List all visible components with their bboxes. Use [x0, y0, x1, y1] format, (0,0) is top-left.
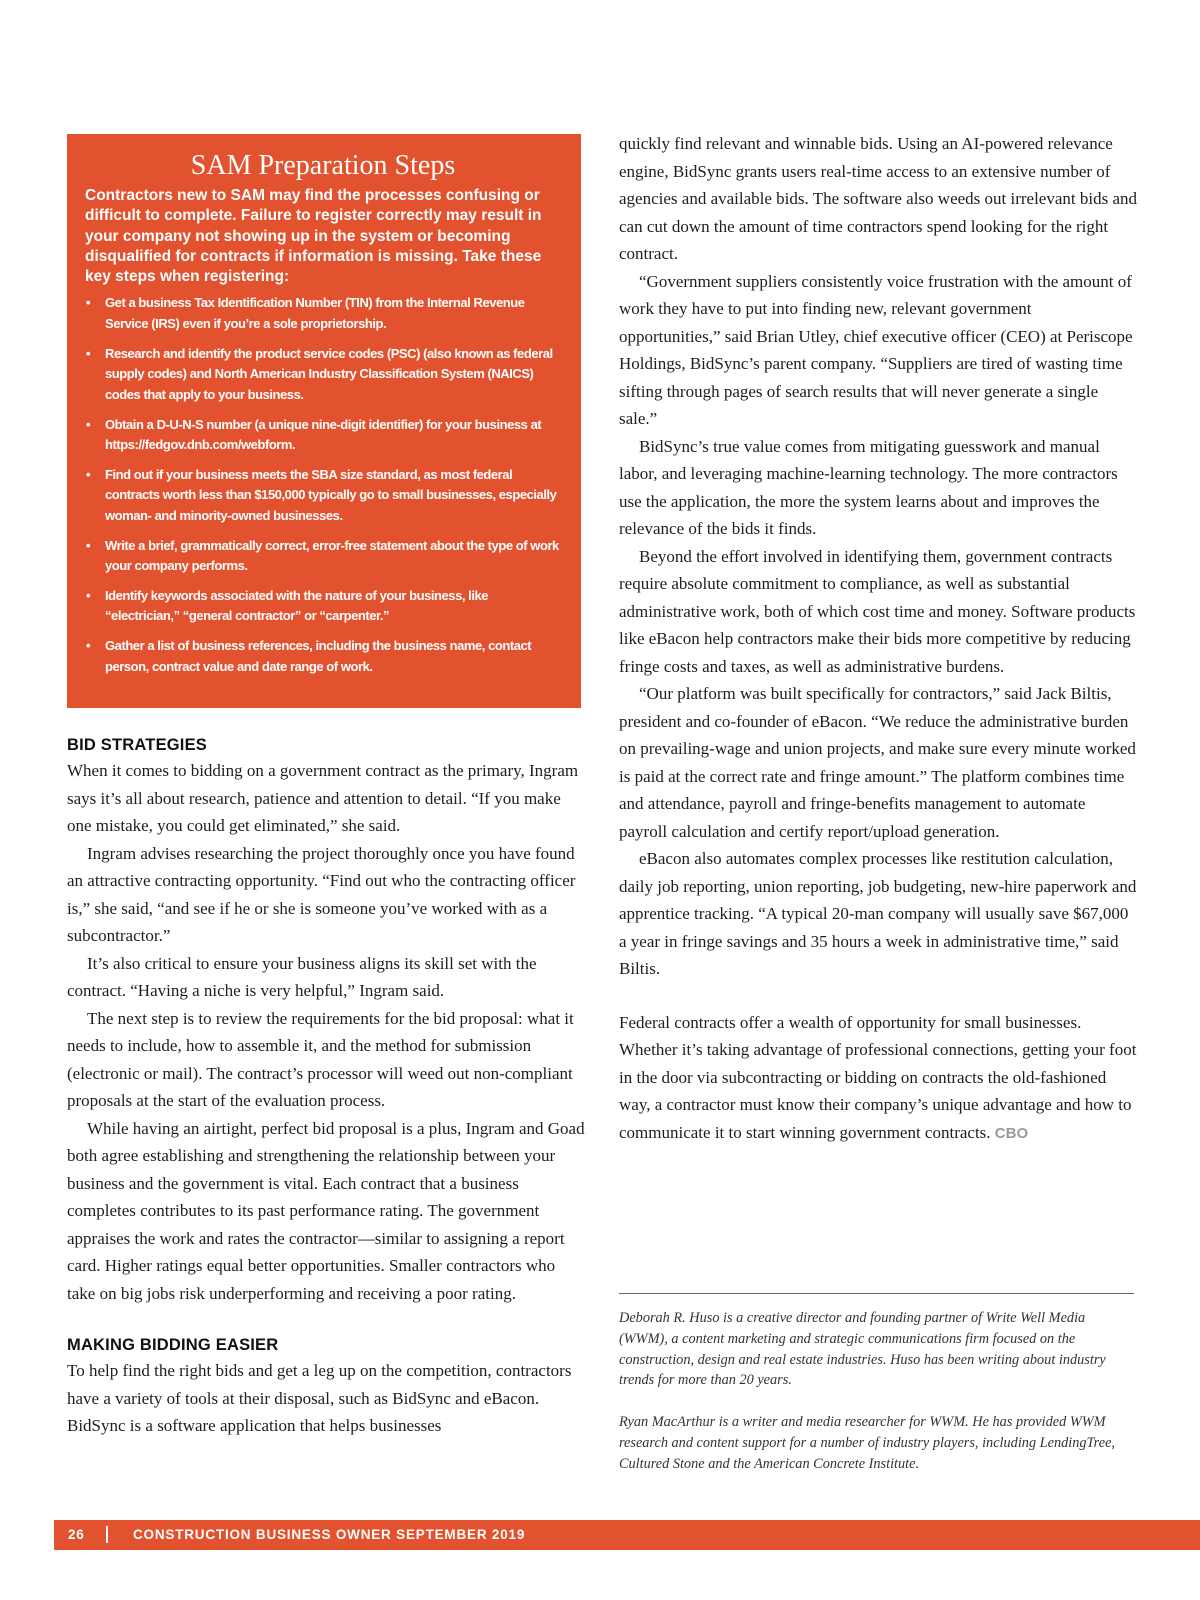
sidebar-title: SAM Preparation Steps — [190, 150, 456, 181]
sidebar-intro: Contractors new to SAM may find the processes confusing or difficult to complete. Failure to register correctly may result in your company not showing up in the system or becoming disqualified for contracts if information is missing. Take these key steps when registering: — [85, 187, 542, 286]
list-item — [86, 536, 561, 577]
list-item — [86, 636, 561, 677]
left-article-column — [67, 733, 585, 1440]
list-item — [86, 415, 561, 456]
list-item-text: Obtain a D-U-N-S number (a unique nine-digit identifier) for your business at https://fedgov.dnb.com/webform. — [105, 416, 542, 452]
making-bidding-easier-heading: MAKING BIDDING EASIER — [67, 1336, 279, 1354]
bullet-icon: • — [86, 295, 91, 311]
right-article-column — [619, 130, 1137, 1147]
article-paragraph: BidSync’s true value comes from mitigating guesswork and manual labor, and leveraging machine-learning technology. The more contractors use the application, the more the system learns about and improves the relevance of the bids it finds. — [619, 436, 1118, 538]
section-spacer — [67, 1307, 585, 1333]
article-paragraph: The next step is to review the requirements for the bid proposal: what it needs to include, how to assemble it, and the method for submission (electronic or mail). The contract’s processor will weed out non-compliant proposals at the start of the evaluation process. — [67, 1008, 574, 1110]
article-paragraph: To help find the right bids and get a leg up on the competition, contractors have a variety of tools at their disposal, such as BidSync and eBacon. BidSync is a software application that helps businesses — [67, 1361, 572, 1435]
bullet-icon: • — [86, 537, 91, 553]
bullet-icon: • — [86, 466, 91, 482]
publication-name: CONSTRUCTION BUSINESS OWNER SEPTEMBER 2019 — [133, 1527, 526, 1542]
end-mark: CBO — [994, 1124, 1029, 1142]
list-item-text: Find out if your business meets the SBA size standard, as most federal contracts worth less than $150,000 typically go to small businesses, especially woman- and minority-owned businesses. — [105, 466, 557, 523]
list-item-text: Write a brief, grammatically correct, error-free statement about the type of work your company performs. — [105, 537, 559, 573]
list-item — [86, 586, 561, 627]
bullet-icon: • — [86, 416, 91, 432]
article-paragraph: Beyond the effort involved in identifying them, government contracts require absolute commitment to compliance, as well as substantial administrative work, both of which cost time and money. Software products like eBacon help contractors make their bids more competitive by reducing fringe costs and taxes, as well as administrative burdens. — [619, 546, 1136, 676]
list-item-text: Research and identify the product service codes (PSC) (also known as federal supply codes) and North American Industry Classification System (NAICS) codes that apply to your business. — [105, 345, 553, 402]
bid-strategies-heading: BID STRATEGIES — [67, 736, 208, 754]
closing-paragraph — [619, 1009, 1137, 1148]
page-footer — [54, 1520, 1200, 1550]
author-bio: Ryan MacArthur is a writer and media researcher for WWM. He has provided WWM research and content support for a number of industry players, including LendingTree, Cultured Stone and the American Concrete Institute. — [619, 1414, 1115, 1472]
section-spacer — [619, 983, 1137, 1009]
list-item — [86, 293, 561, 334]
sam-preparation-sidebar — [67, 134, 581, 708]
list-item — [86, 344, 561, 405]
author-bio: Deborah R. Huso is a creative director and founding partner of Write Well Media (WWM), a content marketing and strategic communications firm focused on the construction, design and real estate industries. Huso has been writing about industry trends for more than 20 years. — [619, 1310, 1106, 1389]
article-paragraph: It’s also critical to ensure your business aligns its skill set with the contract. “Having a niche is very helpful,” Ingram said. — [67, 953, 537, 1000]
bio-divider — [619, 1293, 1134, 1294]
page-number: 26 — [68, 1527, 85, 1542]
article-paragraph: “Government suppliers consistently voice frustration with the amount of work they have to put into finding new, relevant government opportunities,” said Brian Utley, chief executive officer (CEO) at Periscope Holdings, BidSync’s parent company. “Suppliers are tired of wasting time sifting through pages of search results that will never generate a single sale.” — [619, 271, 1133, 428]
article-paragraph: Ingram advises researching the project thoroughly once you have found an attractive contracting opportunity. “Find out who the contracting officer is,” she said, “and see if he or she is someone you’ve worked with as a subcontractor.” — [67, 843, 576, 945]
list-item-text: Identify keywords associated with the nature of your business, like “electrician,” “general contractor” or “carpenter.” — [105, 587, 489, 624]
article-paragraph: When it comes to bidding on a government contract as the primary, Ingram says it’s all about research, patience and attention to detail. “If you make one mistake, you could get eliminated,” she said. — [67, 761, 579, 835]
bullet-icon: • — [86, 345, 91, 361]
footer-divider — [106, 1526, 108, 1543]
bullet-icon: • — [86, 587, 91, 603]
article-paragraph: “Our platform was built specifically for contractors,” said Jack Biltis, president and co-founder of eBacon. “We reduce the administrative burden on prevailing-wage and union projects, and make sure every minute worked is paid at the correct rate and fringe amount.” The platform combines time and attendance, payroll and fringe-benefits management to automate payroll calculation and certify report/upload generation. — [619, 684, 1136, 841]
article-paragraph: quickly find relevant and winnable bids. Using an AI-powered relevance engine, BidSync grants users real-time access to an extensive number of agencies and available bids. The software also weeds out irrelevant bids and can cut down the amount of time contractors spend looking for the right contract. — [619, 134, 1138, 263]
article-paragraph: While having an airtight, perfect bid proposal is a plus, Ingram and Goad both agree establishing and strengthening the relationship between your business and the government is vital. Each contract that a business completes contributes to its past performance rating. The government appraises the work and rates the contractor—similar to assigning a report card. Higher ratings equal better opportunities. Smaller contractors who take on big jobs risk underperforming and receiving a poor rating. — [67, 1118, 585, 1303]
sidebar-steps-list — [85, 293, 561, 677]
list-item-text: Get a business Tax Identification Number (TIN) from the Internal Revenue Service (IRS) even if you’re a sole proprietorship. — [105, 295, 525, 331]
closing-text: Federal contracts offer a wealth of opportunity for small businesses. Whether it’s taking advantage of professional connections, getting your foot in the door via subcontracting or bidding on contracts the old-fashioned way, a contractor must know their company’s unique advantage and how to communicate it to start winning government contracts. — [619, 1012, 1137, 1142]
author-bios — [619, 1308, 1137, 1496]
bullet-icon: • — [86, 638, 91, 654]
article-paragraph: eBacon also automates complex processes like restitution calculation, daily job reporting, union reporting, job budgeting, new-hire paperwork and apprentice tracking. “A typical 20-man company will usually save $67,000 a year in fringe savings and 35 hours a week in administrative time,” said Biltis. — [619, 849, 1137, 978]
list-item-text: Gather a list of business references, including the business name, contact person, contract value and date range of work. — [105, 638, 532, 674]
list-item — [86, 465, 561, 526]
